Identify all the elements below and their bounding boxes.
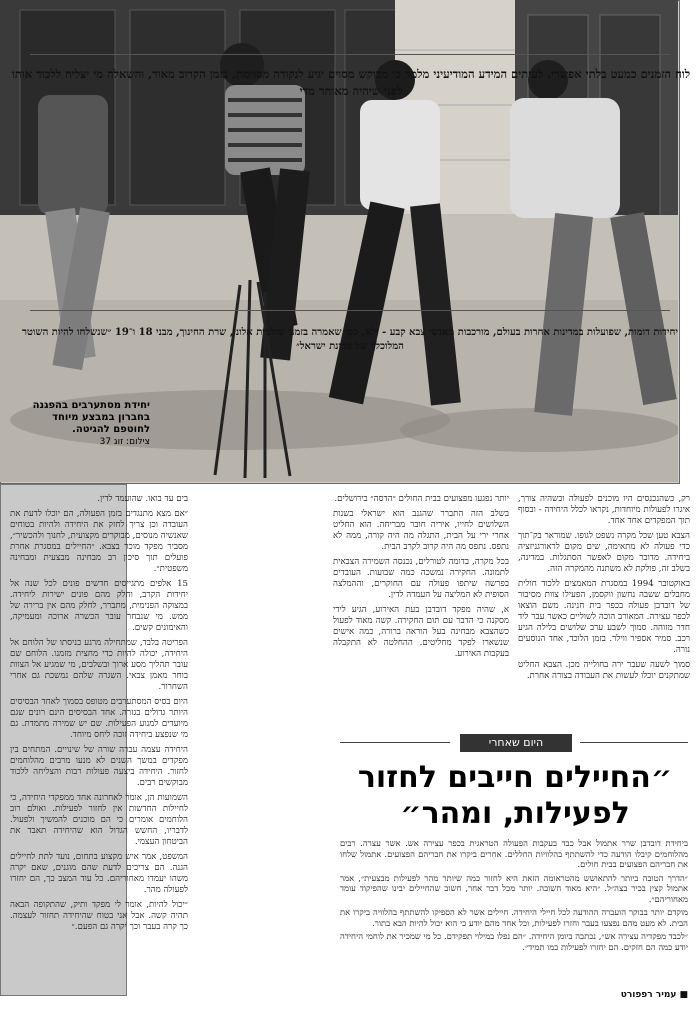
kicker-rule-right <box>580 742 688 743</box>
paragraph: היחידה עצמה עברה שורה של שינויים. המתחים בין מפקדים במשך השנים לא מנעו מרבים מהלוחמים לחזור. היחידה ביצעה פעולות רבות והצליחה ללכוד מבוקשים רבים. <box>10 745 188 788</box>
paragraph: ״אם מצא מתנגדים בזמן הפעולה, הם יוכלו לדעת את העובדה וכן צריך לחזק את היחידה ולהיות בטוחים שאנשיה מנוסים, מבוקרים מקצועית, לחנוך ולהכשיר״, מסביר מפקד מוכר בצבא. ״החיילים במסגרת אחרת פועלים תוך סיכון רב מבחינה מבצעית ומבחינה משפטית״. <box>10 509 188 574</box>
byline: ■ עמיר רפפורט <box>620 990 688 1000</box>
lead-paragraph: ביחידת דובדבן שרר אתמול אבל כבד בעקבות הפעולה הטראגית בכפר עצירה אש. אשר עצרה. רבים מהלוחמים קיבלו הודעה כדי להשתתף בהלוויות החללים. אחרים ביקרו את חבריהם הפצועים. אתמול שלחו את חבריהם הפצועים בבית חולים. <box>340 838 688 869</box>
article-lead <box>340 838 688 988</box>
quote-rule-middle <box>30 310 670 311</box>
paragraph: הפריטה בלבד, שמתחילה מרגע כניסתו של הלוחם אל היחידה, יכולה להיות כדי מחצית מזמנו. הלוחם שם עובר תהליך מסע ארוך ובשלבים, מי שמגיע אל הצוות בוחר מאמן צבאי. השגרה שלהם נמשכת גם אחרי השחרור. <box>10 638 188 692</box>
paragraph: בשלב הזה התברר שהגנב הוא ישראלי בשנות השלושים לחייו, איריה חובר מבריחה. הוא החליט אחרי ירי על הבית, התגלה מה היה קורה, ממה לא נתפס. נתפס מה היה קרוב לקרב הבית. <box>333 509 509 552</box>
paragraph: יותר נפגעו מפצועים בבית החולים ״הדסה״ בירושלים. <box>334 494 509 504</box>
paragraph: בים עד בואו. שהועמד לדין. <box>97 494 188 504</box>
paragraph: המשפט, אמר איש מקצוע בתחום, נועד לתת לחיילים הגנה. הם צריכים לדעת שהם מוגנים, שאם יקרה משהו יעמדו מאחוריהם. כל עוד המצב כך, הם יחזרו לפעולה מהר. <box>10 852 188 895</box>
lead-paragraph: ״הדרך הטובה ביותר להתאושש מהטראומה הזאת היא לחזור כמה שיותר מהר לפעילות מבצעית״, אמר אתמול קצין בכיר בצה״ל. ״היא מאוד חשובה. יותר מכל דבר אחר, חשוב שהחיילים יבינו שהפיקוד עומד מאחוריהם״. <box>340 872 688 904</box>
paragraph: היום בסיס המסתערבים מטופס בסמוך לאחד הבסיסים היותר גדולים בגזרה. אחד הבסיסים הינם רונים שגם מיועדים למנוע הפעילות. שם יש שמירה מתמדת. גם מי שנפצע ביחידה זוכה ליחס מיוחד. <box>10 697 188 740</box>
article-column-right-top-1 <box>518 494 690 720</box>
photo-credit: צילום: זוג 37 <box>99 437 150 447</box>
pull-quote-1: לוח הזמנים כמעט בלתי אפשרי. לעיתים המידע המודיעיני מלמד כי מבוקש מסוים יגיע לנקודה מסוימת, בזמן הקרוב מאוד, והשאלה מי יצליח ללכוד אותו לפני שיהיה מאוחר מדי <box>11 67 691 98</box>
kicker-rule-left <box>340 742 450 743</box>
paragraph: 15 אלפים מתגייסים חדשים פונים לכל שנה אל יחידות הקרב, וחלק מהם פונים ישירות ליחידה. במצוקה הפנימית, מתברר, לחלק מהם אין ברירה של ממש. מי שנבחר עובר הכשרה ארוכה ומעמיקה, והאימונים קשים. <box>10 579 188 633</box>
article-column-right-top-2 <box>333 494 509 720</box>
paragraph: א, שהיה מפקד דובדבן בעת האירוע, הגיע לידי מסקנה כי הדבר עם תום החקירה. קשה מאוד לפעול כשהצבא מבחינה בעל הוראה ברורה, כמה אישים שנשארו לפקד מחליטים. ההחלטה לא התקבלה בעקבות האירוע. <box>333 605 509 659</box>
paragraph: בכל מקרה, בדומה לטורלים, נכנסה השמירה הצבאית לתמונה. החקירה נמשכה כמה שבועות. העובדים בפרשה שיתפו פעולה עם החוקרים, וההמלצה הסופית לא המליצה על העמדה לדין. <box>333 557 509 600</box>
byline-name: עמיר רפפורט <box>620 990 677 1000</box>
article-column-left <box>10 494 188 1004</box>
paragraph: הצבא טען שכל מקרה נשפט לגופו. שמוראר בק־תוך כדי פעולה לא מתאימה, שים מקום לראורגניזציה ביחידה. מדובר מקום לאפשר הסתגלות. במדינה, בשלב זה, פולקת לא משתנה מהמקרה הזה. <box>518 531 690 574</box>
paragraph: רק, כשהנכנסים היו מוכנים לפעולה וכשהיה צורך, איגרו לפעולות מיוחדות, נקראו לכלל היחידה - ובסוף תוך המפקדים אחד אחד. <box>518 494 690 526</box>
photo-caption <box>18 400 150 448</box>
paragraph: באוקטובר 1994 במסגרת המאמצים ללכוד חולית מחבלים ששבה נחשון ווקסמן, הפעילו צוות מסיבור של דובדבן פעולה בכפר בית חנינה. משם הוצאו לכפר עצירה. המאורב הוכה לשוליים כאשר עבר ליד חדר מזוהה. סמוך לשבע ערב שלושים בלילה הגיע רכב. סמיר אספיר ווילר. בזמן הלוכד, אחד הנוסעים נורה. <box>518 579 690 655</box>
paragraph: השמועות הן, אומר לאחרונה אחד ממפקדי היחידה, כי לחיילות החדשות אין לחזור לפעילות. ואולם רוב הלוחמים אומרים כי הם מוכנים להמשיך ולפעול. לדבריו, החשש הגדול הוא שהיחידה תאבד את הביטחון העצמי. <box>10 793 188 847</box>
article-headline: ״החיילים חייבים לחזור לפעילות, ומהר״ <box>357 760 673 831</box>
section-kicker: היום שאחרי <box>460 734 572 752</box>
caption-text: יחידת מסתערבים בהפגנה בחברון במבצע מיוחד לחוטפם להגיטה. <box>32 400 150 435</box>
lead-paragraph: מוקדם יותר בבוקר הועברה ההודעה לכל חיילי היחידה. חיילים אשר לא הספיקו להשתתף בהלוויה ביקרו את הבית. לא מעט מהם נפצעו בעבר וחזרו לפעילות, וכל אחד מהם יודע כי הוא יכול להיות הבא בתור. <box>340 907 688 928</box>
quote-rule-top <box>30 54 670 55</box>
pull-quote-2: יחידות דומות, שפועלות במדינות אחרות בעולם, מורכבות מאנשי צבא קבע - ולא, כפי שאמרה בזמנו שולמית אלוני, שרת החינוך, מבני 18 ו־19 ״שנשלחו להיות השוטר המלוכלך של מדינת ישראל״ <box>21 327 679 352</box>
lead-paragraph: ״לכבד מפקדיה עצירה אש״, נכתבה ביומן היחידה. ״הם נפלו במילוי תפקידם. כל מי שמכיר את לוחמי היחידה יודע כמה הם חזקים. הם יחזרו לפעילות כמו תמיד״. <box>340 931 688 952</box>
paragraph: סמוך לשעה שעבר ירה בחולייה מכן. הצבא החליט שמתקנים יוכלו לעשות את העבודה בצורה אחרת. <box>518 660 690 681</box>
paragraph: ״יכול להיות, אומר לי מפקד ותיק, שהתקופה הבאה תהיה קשה. אבל אני בטוח שהיחידה תחזור לעצמה. כך קרה בעבר וכך יקרה גם הפעם.״ <box>10 900 188 932</box>
